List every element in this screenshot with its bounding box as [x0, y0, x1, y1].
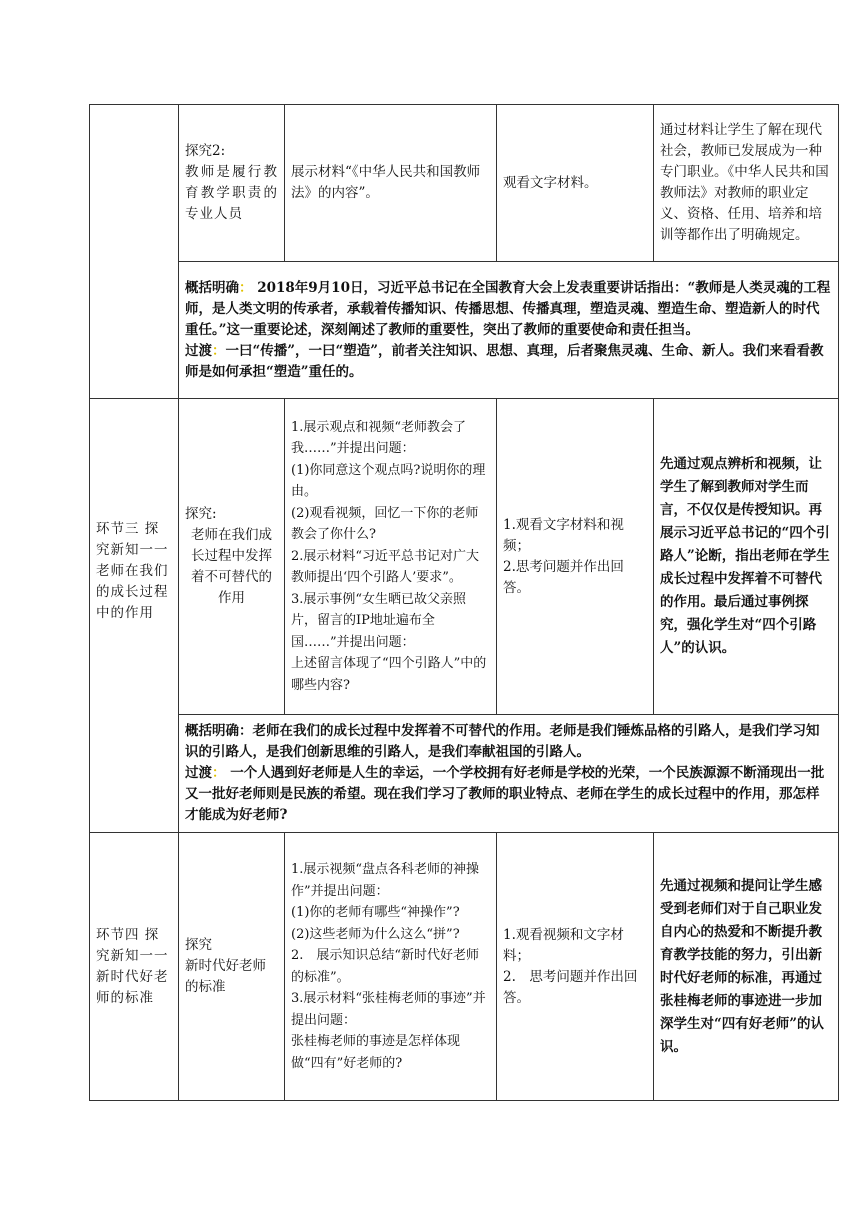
- summary-cell: 概括明确： 2018年9月10日，习近平总书记在全国教育大会上发表重要讲话指出：“教师是人类灵魂的工程师，是人类文明的传承者，承载着传播知识、传播思想、传播真理，塑造灵魂、塑造生命、塑造新人的时代重任。”这一重要论述，深刻阐述了教师的重要性，突出了教师的重要使命和责任担当。 过渡：一曰“传播”，一曰“塑造”，前者关注知识、思想、真理，后者聚焦灵魂、生命、新人。我们来看看教师是如何承担“塑造”重任的。: [179, 262, 839, 399]
- student-activity-cell: [497, 399, 654, 715]
- design-intent-cell: 通过材料让学生了解在现代社会，教师已发展成为一种专门职业。《中华人民共和国教师法》对教师的职业定义、资格、任用、培养和培训等都作出了明确规定。: [654, 105, 839, 262]
- activity-topic: 老师在我们成长过程中发挥着不可替代的作用: [191, 527, 272, 606]
- teacher-step: 2. 展示知识总结“新时代好老师的标准”。: [291, 948, 480, 985]
- transition-text: 一个人遇到好老师是人生的幸运，一个学校拥有好老师是学校的光荣，一个民族源源不断涌现出一批又一批好老师则是民族的希望。现在我们学习了教师的职业特点、老师在学生的成长过程中的作用，那怎样才能成为好老师?: [185, 765, 825, 823]
- table-row: [90, 833, 839, 1101]
- activity-title: 探究: [185, 937, 212, 953]
- lesson-plan-table: [89, 104, 839, 1101]
- teacher-step: 3.展示材料“张桂梅老师的事迹”并提出问题：: [291, 991, 486, 1028]
- summary-label: 概括明确: [185, 723, 239, 739]
- summary-label: 概括明确: [185, 279, 239, 296]
- teacher-step: 1.展示视频“盘点各科老师的神操作”并提出问题：: [291, 862, 480, 899]
- teacher-step: 3.展示事例“女生晒已故父亲照片，留言的IP地址遍布全国……”并提出问题：: [291, 591, 467, 650]
- design-intent-cell: 先通过视频和提问让学生感受到老师们对于自己职业发自内心的热爱和不断提升教育教学技能的努力，引出新时代好老师的标准，再通过张桂梅老师的事迹进一步加深学生对“四有好老师”的认识。: [654, 833, 839, 1101]
- transition-label: 过渡: [185, 765, 212, 781]
- student-step: 2.思考问题并作出回答。: [503, 558, 624, 596]
- stage-cell: 环节四 探究新知一一新时代好老师的标准: [90, 833, 179, 1101]
- table-row: [90, 105, 839, 262]
- transition-label: 过渡: [185, 342, 212, 359]
- summary-row: [90, 262, 839, 399]
- teacher-step: (2)观看视频，回忆一下你的老师教会了你什么?: [291, 505, 479, 543]
- student-step: 2. 思考问题并作出回答。: [503, 968, 638, 1006]
- summary-text: 2018年9月10日，习近平总书记在全国教育大会上发表重要讲话指出：“教师是人类灵魂的工程师，是人类文明的传承者，承载着传播知识、传播思想、传播真理，塑造灵魂、塑造生命、塑造新人的时代重任。”这一重要论述，深刻阐述了教师的重要性，突出了教师的重要使命和责任担当。: [185, 279, 831, 338]
- activity-topic: 新时代好老师的标准: [185, 958, 266, 995]
- table-row: [90, 399, 839, 715]
- teacher-step: (2)这些老师为什么这么“拼”?: [291, 926, 460, 942]
- stage-cell-empty: [90, 105, 179, 399]
- teacher-step: (1)你同意这个观点吗?说明你的理由。: [291, 462, 486, 500]
- student-step: 1.观看文字材料和视 频；: [503, 516, 624, 554]
- summary-cell: 概括明确：老师在我们的成长过程中发挥着不可替代的作用。老师是我们锤炼品格的引路人，是我们学习知识的引路人，是我们创新思维的引路人，是我们奉献祖国的引路人。 过渡： 一个人遇到好老师是人生的幸运，一个学校拥有好老师是学校的光荣，一个民族源源不断涌现出一批又一批好老师则是民族的希望。现在我们学习了教师的职业特点、老师在学生的成长过程中的作用，那怎样才能成为好老师?: [179, 715, 839, 833]
- summary-row: [90, 715, 839, 833]
- stage-cell: 环节三 探究新知一一老师在我们的成长过程中的作用: [90, 399, 179, 833]
- activity-title: 探究2:: [185, 143, 226, 159]
- design-intent-cell: 先通过观点辨析和视频，让学生了解到教师对学生而言，不仅仅是传授知识。再展示习近平总书记的“四个引路人”论断，指出老师在学生成长过程中发挥着不可替代的作用。最后通过事例探究，强化学生对“四个引路人”的认识。: [654, 399, 839, 715]
- activity-cell: [179, 833, 285, 1101]
- student-activity-cell: 观看文字材料。: [497, 105, 654, 262]
- teacher-step: 张桂梅老师的事迹是怎样体现做“四有”好老师的?: [291, 1034, 461, 1071]
- summary-text: ：老师在我们的成长过程中发挥着不可替代的作用。老师是我们锤炼品格的引路人，是我们学习知识的引路人，是我们创新思维的引路人，是我们奉献祖国的引路人。: [185, 723, 820, 760]
- teacher-activity-cell: [285, 399, 497, 715]
- teacher-activity-cell: 展示材料“《中华人民共和国教师法》的内容”。: [285, 105, 497, 262]
- teacher-step: 上述留言体现了“四个引路人”中的哪些内容?: [291, 656, 487, 693]
- teacher-step: 2.展示材料“习近平总书记对广大教师提出‘四个引路人’要求”。: [291, 548, 480, 586]
- activity-cell: [179, 105, 285, 262]
- teacher-activity-cell: [285, 833, 497, 1101]
- activity-topic: 教师是履行教育教学职责的专业人员: [185, 164, 278, 222]
- teacher-step: 1.展示观点和视频“老师教会了我……”并提出问题：: [291, 419, 467, 457]
- transition-text: 一曰“传播”，一曰“塑造”，前者关注知识、思想、真理，后者聚焦灵魂、生命、新人。我们来看看教师是如何承担“塑造”重任的。: [185, 342, 824, 380]
- teacher-step: (1)你的老师有哪些“神操作”?: [291, 905, 460, 920]
- student-step: 1.观看视频和文字材 料；: [503, 926, 624, 964]
- activity-title: 探究:: [185, 506, 217, 522]
- student-activity-cell: [497, 833, 654, 1101]
- activity-cell: [179, 399, 285, 715]
